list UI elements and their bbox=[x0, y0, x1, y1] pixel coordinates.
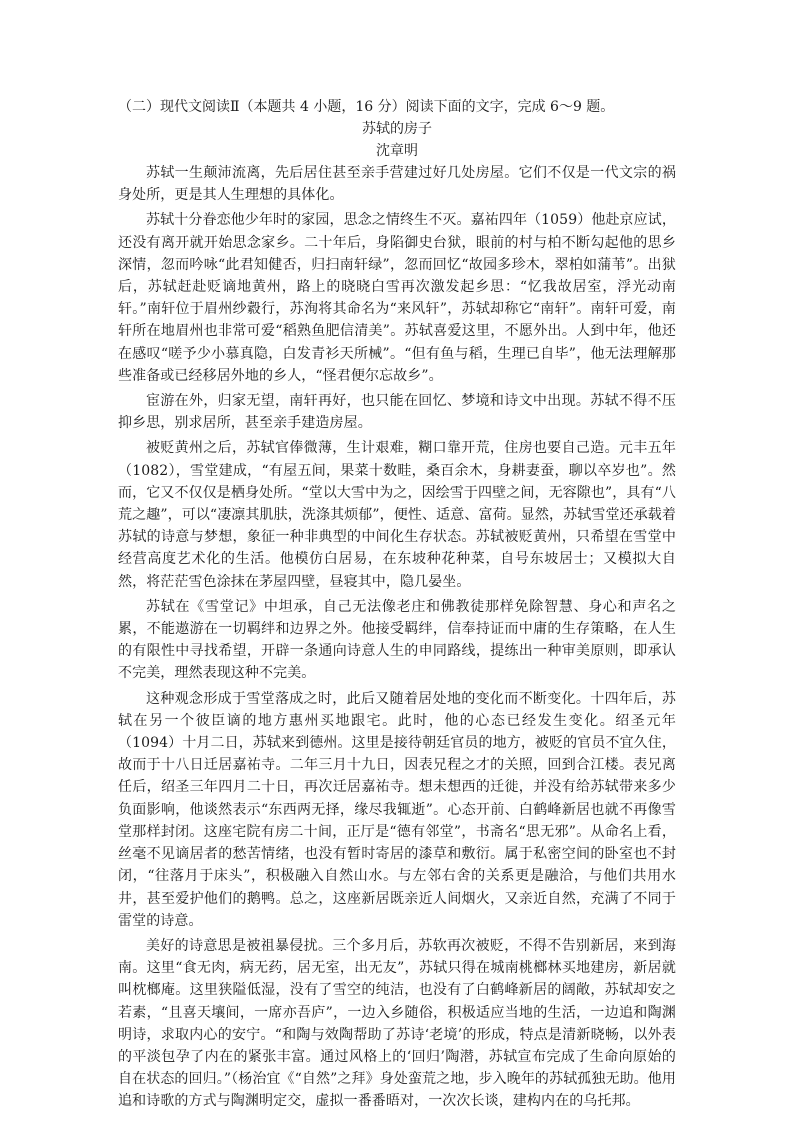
paragraph: 宦游在外，归家无望，南轩再好，也只能在回忆、梦境和诗文中出现。苏轼不得不压抑乡思，别求居所，甚至亲手建造房屋。 bbox=[118, 393, 676, 432]
paragraph: 这种观念形成于雪堂落成之时，此后又随着居处地的变化而不断变化。十四年后，苏轼在另一个彼臣谪的地方惠州买地跟宅。此时，他的心态已经发生变化。绍圣元年（1094）十月二日，苏轼来到德州。这里是接待朝廷官员的地方，被贬的官员不宜久住，故而于十八日迁居嘉祐寺。二年三月十九日，因表兄程之才的关照，回到合江楼。表兄离任后，绍圣三年四月二十日，再次迁居嘉祐寺。想未想西的迁徙，并没有给苏轼带来多少负面影响，他谈然表示“东西两无择，缘尽我辄逝”。心态开前、白鹤峰新居也就不再像雪堂那样封闭。这座宅院有房二十间，正厅是“德有邻堂”，书斋名“思无邪”。从命名上看，丝毫不见谪居者的愁苦情绪，也没有暂时寄居的漆草和敷衍。属于私密空间的卧室也不封闭，“往落月于床头”，积极融入自然山水。与左邻右舍的关系更是融洽，与他们共用水井，甚至爱护他们的鹅鸭。总之，这座新居既亲近人间烟火，又亲近自然，充满了不同于雷堂的诗意。 bbox=[118, 690, 676, 929]
article-body bbox=[118, 162, 676, 1113]
section-heading: （二）现代文阅读Ⅱ（本题共 4 小题，16 分）阅读下面的文字，完成 6～9 题。 bbox=[118, 99, 615, 115]
paragraph: 被贬黄州之后，苏轼官俸微薄，生计艰难，糊口靠开荒，住房也要自己造。元丰五年（1082），雪堂建成，“有屋五间，果菜十数畦，桑百余木，身耕妻蚕，聊以卒岁也”。然而，它又不仅仅是栖身处所。“堂以大雪中为之，因绘雪于四壁之间，无容隙也”，具有“八荒之趣”，可以“凄凛其肌肤，洗涤其烦郁”，便性、适意、富荷。显然，苏轼雪堂还承载着苏轼的诗意与梦想，象征一种非典型的中间化生存状态。苏轼被贬黄州，只希望在雪堂中经营高度艺术化的生活。他模仿白居易，在东坡种花种菜，自号东坡居士；又模拟大自然，将茫茫雪色涂抹在茅屋四壁，昼寝其中，隐几晏坐。 bbox=[118, 440, 676, 590]
article-title: 苏轼的房子 bbox=[362, 121, 432, 137]
paragraph: 美好的诗意思是被祖暴侵扰。三个多月后，苏软再次被贬，不得不告别新居，来到海南。这里“食无肉，病无药，居无室，出无友”，苏轼只得在城南桃榔林买地建房，新居就叫枕榔庵。这里狭隘低湿，没有了雪空的纯洁，也没有了白鹤峰新居的阔敞，苏轼却安之若素，“且喜天壤间，一席亦吾庐”，一边入乡随俗，积极适应当地的生活，一边追和陶渊明诗，求取内心的安宁。“和陶与效陶帮助了苏诗‘老境’的形成，特点是清新晓畅，以外表的平淡包孕了内在的紧张丰富。通过风格上的‘回归’陶潜，苏轼宣布完成了生命向原始的自在状态的回归。”（杨治宜《“自然”之拜》身处蛮荒之地，步入晚年的苏轼孤独无助。他用追和诗歌的方式与陶渊明定交，虚拟一番番晤对，一次次长谈，建构内在的乌托邦。 bbox=[118, 937, 676, 1110]
article-author: 沈章明 bbox=[376, 143, 418, 159]
document-page bbox=[118, 96, 676, 1116]
paragraph: 苏轼一生颠沛流离，先后居住甚至亲手营建过好几处房屋。它们不仅是一代文宗的祸身处所，更是其人生理想的具体化。 bbox=[118, 165, 676, 204]
paragraph: 苏轼十分眷恋他少年时的家园，思念之情终生不灭。嘉祐四年（1059）他赴京应试，还没有离开就开始思念家乡。二十年后，身陷御史台狱，眼前的村与柏不断勾起他的思乡深情，忽而吟咏“此君知健否，归扫南轩绿”，忽而回忆“故园多珍木，翠柏如蒲苇”。出狱后，苏轼赶赴贬谪地黄州，路上的晓晓白雪再次激发起乡思：“忆我故居室，浮光动南轩。”南轩位于眉州纱縠行，苏洵将其命名为“来风轩”，苏轼却称它“南轩”。南轩可爱，南轩所在地眉州也非常可爱“稻熟鱼肥信清美”。苏轼喜爱这里，不愿外出。人到中年，他还在感叹“嗟予少小慕真隐，白发青衫天所械”。“但有鱼与稻，生理已自毕”，他无法理解那些准备或已经移居外地的乡人，“怪君便尔忘故乡”。 bbox=[118, 212, 676, 384]
paragraph: 苏轼在《雪堂记》中坦承，自己无法像老庄和佛教徒那样免除智慧、身心和声名之累，不能遨游在一切羁绊和边界之外。他接受羁绊，信奉持证而中庸的生存策略，在人生的有限性中寻找希望，开辟一条通向诗意人生的申同路线，提练出一种审美原则，即承认不完美，理然表现这种不完美。 bbox=[118, 598, 676, 682]
